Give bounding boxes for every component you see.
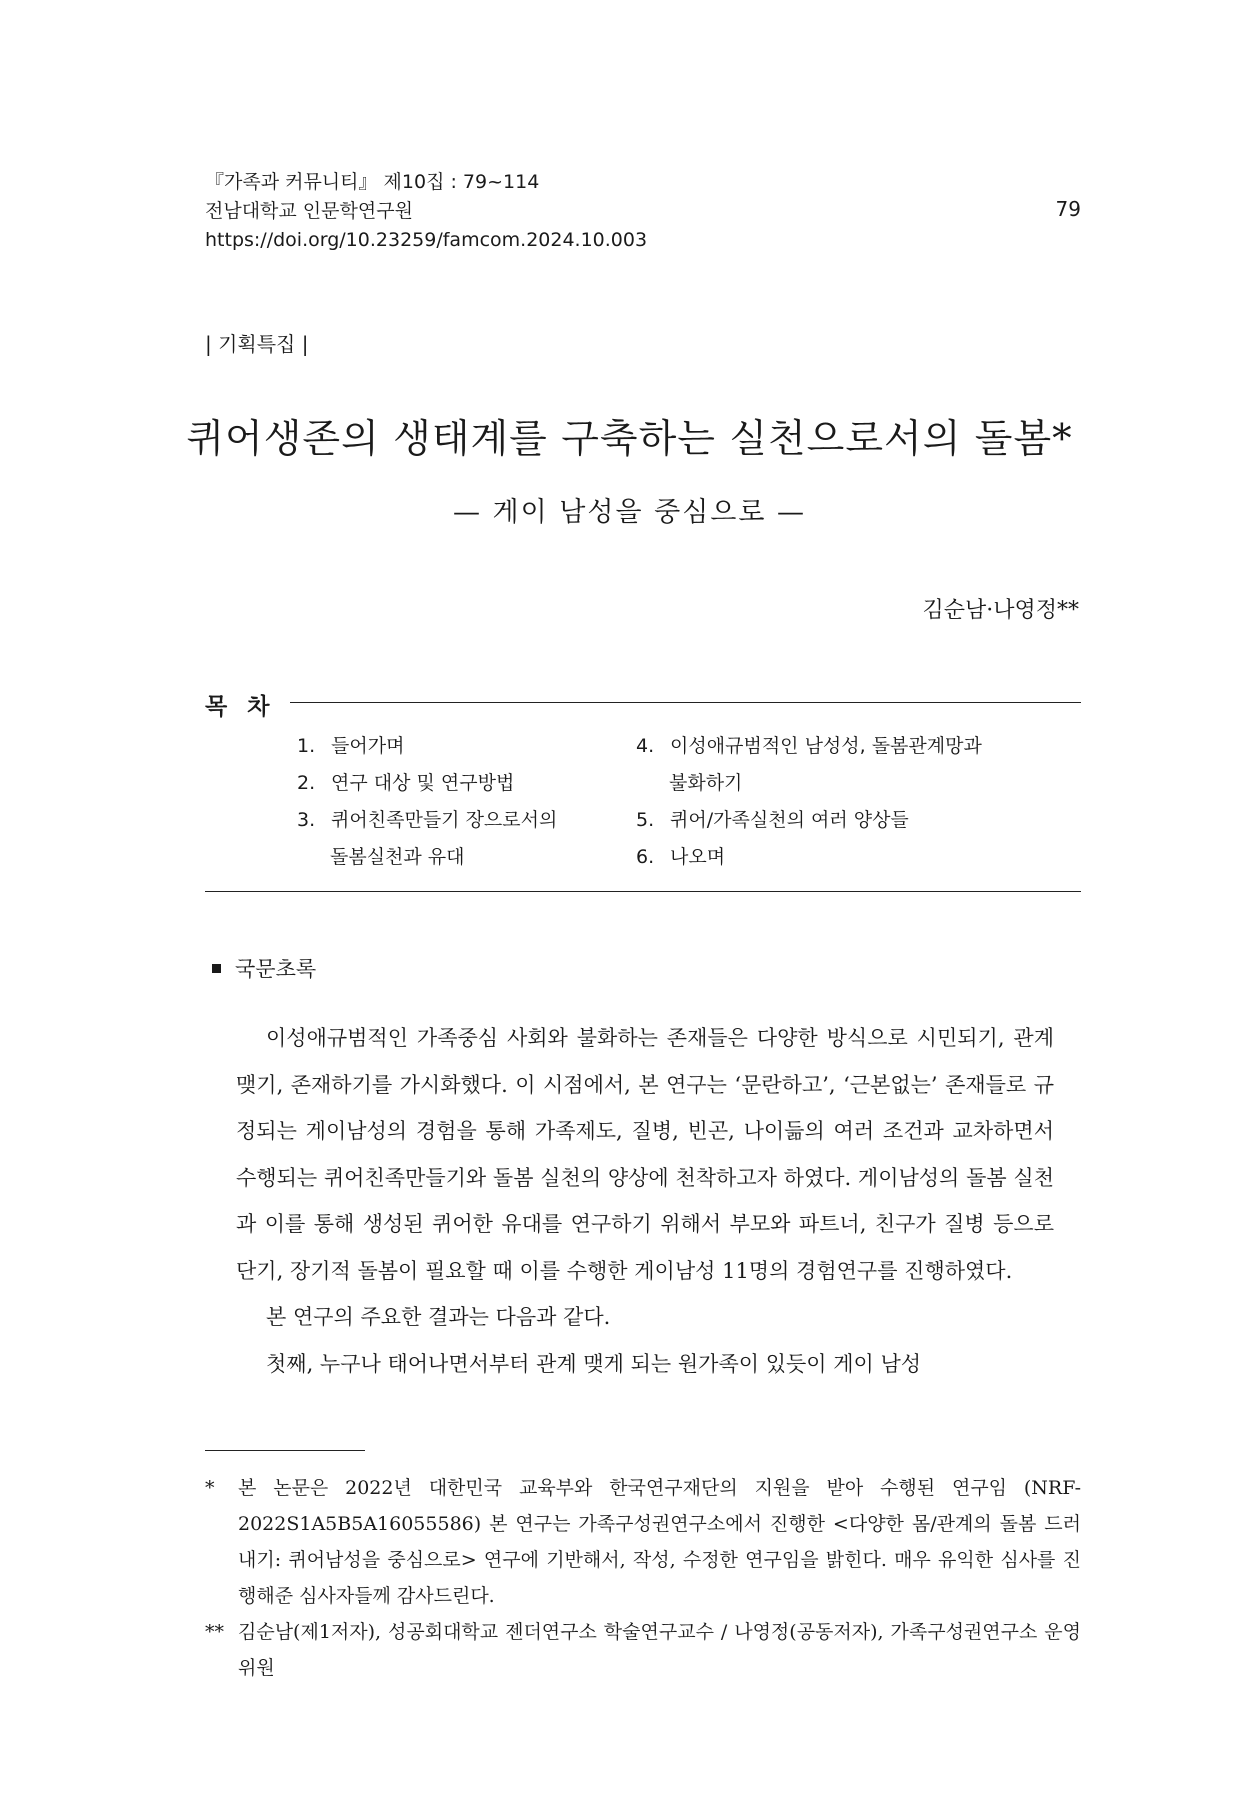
abstract-heading xyxy=(212,953,316,983)
page-number: 79 xyxy=(1055,197,1081,221)
toc-item-continuation[interactable]: 돌봄실천과 유대 xyxy=(330,846,465,868)
footnotes xyxy=(205,1470,1081,1686)
journal-citation: 『가족과 커뮤니티』 제10집 : 79~114 xyxy=(205,171,540,193)
footnote xyxy=(205,1470,1081,1614)
footnote-text: 본 논문은 2022년 대한민국 교육부와 한국연구재단의 지원을 받아 수행된 연구임 (NRF-2022S1A5B5A16055586) 본 연구는 가족구성권연구소에서 진행한 <다양한 몸/관계의 돌봄 드러내기: 퀴어남성을 중심으로> 연구에 기반해서, 작성, 수정한 연구임을 밝힌다. 매우 유익한 심사를 진행해준 심사자들께 감사드린다. xyxy=(238,1477,1081,1607)
toc-number: 1. xyxy=(297,735,316,757)
toc-label: 퀴어친족만들기 장으로서의 xyxy=(331,809,558,831)
toc-label: 나오며 xyxy=(670,846,726,868)
toc-heading: 목 차 xyxy=(205,694,276,720)
toc-number: 5. xyxy=(636,809,655,831)
toc-right-column xyxy=(636,728,982,876)
toc-item[interactable] xyxy=(636,839,982,876)
toc-bottom-rule xyxy=(205,891,1081,892)
abstract-heading-label: 국문초록 xyxy=(235,957,317,981)
toc-item[interactable] xyxy=(297,728,557,765)
section-tag: | 기획특집 | xyxy=(205,332,309,356)
toc-label: 들어가며 xyxy=(331,735,405,757)
footnote-text: 김순남(제1저자), 성공회대학교 젠더연구소 학술연구교수 / 나영정(공동저자), 가족구성권연구소 운영위원 xyxy=(238,1621,1081,1679)
toc-number: 4. xyxy=(636,735,655,757)
footnote-mark: * xyxy=(205,1477,215,1499)
toc-label: 연구 대상 및 연구방법 xyxy=(331,772,515,794)
footnote-mark: ** xyxy=(205,1621,224,1643)
footnote-separator xyxy=(205,1450,365,1451)
toc-item[interactable] xyxy=(297,802,557,839)
abstract-paragraph: 본 연구의 주요한 결과는 다음과 같다. xyxy=(266,1305,611,1329)
toc-number: 3. xyxy=(297,809,316,831)
toc-left-column xyxy=(297,728,557,876)
toc-top-rule xyxy=(290,702,1081,703)
paper-title: 퀴어생존의 생태계를 구축하는 실천으로서의 돌봄* xyxy=(186,417,1073,462)
abstract-paragraph: 첫째, 누구나 태어나면서부터 관계 맺게 되는 원가족이 있듯이 게이 남성 xyxy=(266,1351,922,1376)
toc-item[interactable] xyxy=(636,802,982,839)
toc-number: 6. xyxy=(636,846,655,868)
author-names: 김순남·나영정** xyxy=(922,598,1079,623)
toc-number: 2. xyxy=(297,772,316,794)
paper-subtitle: — 게이 남성을 중심으로 — xyxy=(452,497,807,528)
doi-link[interactable]: https://doi.org/10.23259/famcom.2024.10.003 xyxy=(205,229,648,251)
abstract-body xyxy=(236,1015,1054,1387)
toc-item[interactable] xyxy=(636,728,982,765)
institution-name: 전남대학교 인문학연구원 xyxy=(205,200,413,222)
toc-label: 퀴어/가족실천의 여러 양상들 xyxy=(670,809,909,831)
footnote xyxy=(205,1614,1081,1686)
toc-item-continuation[interactable]: 불화하기 xyxy=(669,772,743,794)
abstract-paragraph: 이성애규범적인 가족중심 사회와 불화하는 존재들은 다양한 방식으로 시민되기, 관계맺기, 존재하기를 가시화했다. 이 시점에서, 본 연구는 ‘문란하고’, ‘근본없는’ 존재들로 규정되는 게이남성의 경험을 통해 가족제도, 질병, 빈곤, 나이듦의 여러 조건과 교차하면서 수행되는 퀴어친족만들기와 돌봄 실천의 양상에 천착하고자 하였다. 게이남성의 돌봄 실천과 이를 통해 생성된 퀴어한 유대를 연구하기 위해서 부모와 파트너, 친구가 질병 등으로 단기, 장기적 돌봄이 필요할 때 이를 수행한 게이남성 11명의 경험연구를 진행하였다. xyxy=(236,1026,1054,1283)
square-bullet-icon xyxy=(212,964,221,973)
toc-label: 이성애규범적인 남성성, 돌봄관계망과 xyxy=(670,735,982,757)
toc-item[interactable] xyxy=(297,765,557,802)
